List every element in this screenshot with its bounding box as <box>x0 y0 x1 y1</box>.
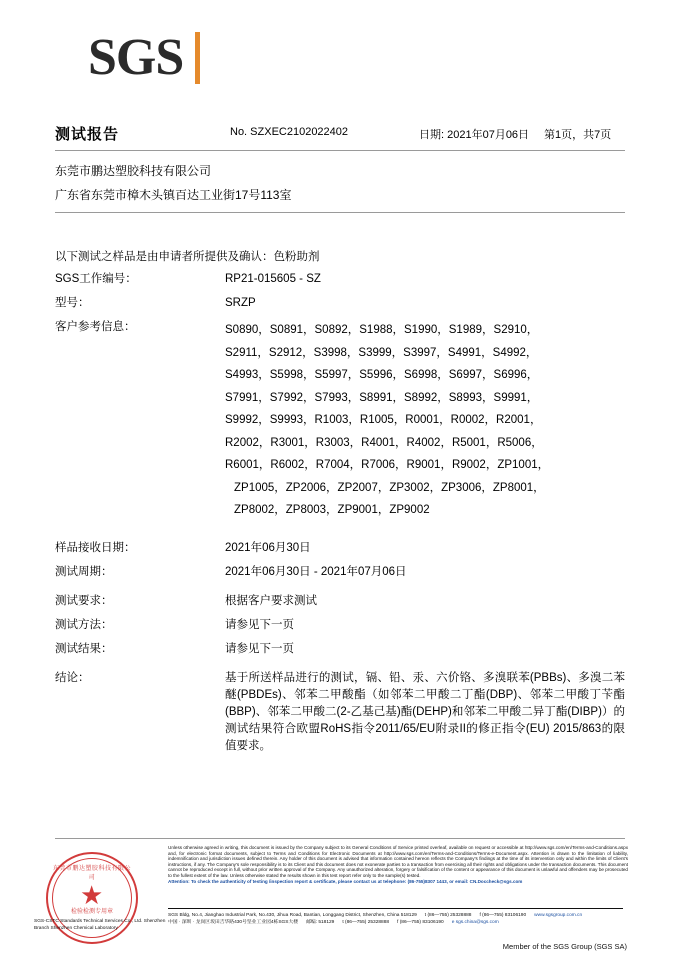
field-value: 根据客户要求测试 <box>225 594 317 607</box>
company-name: 东莞市鹏达塑胶科技有限公司 <box>55 164 212 178</box>
footer-email-address[interactable]: e sgs.china@sgs.com <box>451 920 499 925</box>
sgs-logo-accent-bar <box>195 32 200 84</box>
field-label: 测试方法： <box>55 618 113 631</box>
page-title: 测试报告 <box>55 126 120 143</box>
footer-fax: f (86—755) 83106190 <box>479 913 527 918</box>
footer-address-row <box>168 912 628 919</box>
customer-ref-line: S9992，S9993，R1003，R1005，R0001，R0002，R2001， <box>225 414 542 426</box>
customer-ref-line: S7991，S7992，S7993，S8991，S8992，S8993，S9991， <box>225 391 539 404</box>
footer-rule <box>168 908 623 909</box>
field-label: 测试结果： <box>55 642 113 655</box>
customer-ref-line: ZP1005，ZP2006，ZP2007，ZP3002，ZP3006，ZP8001， <box>234 481 545 494</box>
company-address: 广东省东莞市樟木头镇百达工业街17号113室 <box>55 188 292 202</box>
report-number: No. SZXEC2102022402 <box>230 126 349 138</box>
footer-legal-note <box>168 845 628 884</box>
footer-attention: Attention: To check the authenticity of testing /inspection report & certificate, please contact us at telephone: (86-755)8307 1443, <box>168 878 448 884</box>
footer-tel: t (86—755) 25328888 <box>424 913 472 918</box>
customer-ref-line: S0890，S0891，S0892，S1988，S1990，S1989，S2910， <box>225 324 539 336</box>
field-label: 结论： <box>55 671 90 684</box>
divider-middle <box>55 212 625 213</box>
sgs-logo <box>88 30 208 90</box>
field-row-customer-ref <box>55 319 625 522</box>
field-label: 样品接收日期： <box>55 541 136 554</box>
page-number: 第1页，共7页 <box>544 129 612 141</box>
customer-ref-line: S2911，S2912，S3998，S3999，S3997，S4991，S4992， <box>225 346 538 359</box>
sgs-logo-text: SGS <box>88 29 184 86</box>
footer-email[interactable]: or email: CN.Doccheck@sgs.com <box>449 878 523 884</box>
sample-statement: 以下测试之样品是由申请者所提供及确认：色粉助剂 <box>55 251 320 263</box>
company-stamp <box>46 852 142 948</box>
sgs-member-line: Member of the SGS Group (SGS SA) <box>502 942 627 951</box>
divider-top <box>55 150 625 151</box>
star-icon: ★ <box>80 880 104 910</box>
footer-tel: t (86—755) 25328888 <box>342 920 390 925</box>
field-table <box>55 271 625 765</box>
field-value: 2021年06月30日 <box>225 541 311 554</box>
customer-ref-line: R2002，R3001，R3003，R4001，R4002，R5001，R5006， <box>225 436 543 449</box>
customer-ref-line: R6001，R6002，R7004，R7006，R9001，R9002，ZP1001， <box>225 459 550 471</box>
footer-zip: 邮编: 518129 <box>306 920 335 925</box>
conclusion-text: 基于所送样品进行的测试，镉、铅、汞、六价铬、多溴联苯(PBBs)、多溴二苯醚(PBDEs)、邻苯二甲酸酯（如邻苯二甲酸二丁酯(DBP)、邻苯二甲酸丁苄酯(BBP)、邻苯二甲酸二(2-乙基己基)酯(DEHP)和邻苯二甲酸二异丁酯(DIBP)）的测试结果符合欧盟RoHS指令2011/65/EU附录II的修正指令(EU) 2015/863的限值要求。 <box>225 671 625 752</box>
field-row-test-method <box>55 617 625 633</box>
customer-ref-line: ZP8002，ZP8003，ZP9001，ZP9002 <box>234 504 430 516</box>
report-date: 日期: 2021年07月06日 <box>419 129 530 141</box>
field-value: 2021年06月30日 - 2021年07月06日 <box>225 565 407 578</box>
field-value: 请参见下一页 <box>225 618 294 631</box>
field-label: SGS工作编号： <box>55 273 137 285</box>
footer-address-cn: 中国 · 深圳 · 龙岗区坂田吉华路430号坚业工业园4栋SGS大楼 <box>168 920 299 925</box>
field-row-model <box>55 295 625 311</box>
stamp-arc-text: 东莞市鹏达塑胶科技有限公司 <box>52 866 131 881</box>
field-label: 测试周期： <box>55 565 113 578</box>
field-row-received-date <box>55 540 625 556</box>
footer-address-row <box>168 919 628 926</box>
field-row-test-period <box>55 564 625 580</box>
field-value: RP21-015605 - SZ <box>225 273 321 285</box>
customer-ref-line: S4993，S5998，S5997，S5996，S6998，S6997，S6996， <box>225 369 539 381</box>
footer-address-en: SGS Bldg, No.4, Jianghao Industrial Park, No.430, Jihua Road, Bantian, Longgang District, Shenzhen, China 518129 <box>168 913 417 918</box>
field-label: 客户参考信息： <box>55 321 136 333</box>
field-row-test-request <box>55 593 625 609</box>
field-value: SRZP <box>225 297 256 309</box>
title-row <box>55 123 625 145</box>
field-label: 型号： <box>55 297 90 309</box>
field-row-conclusion <box>55 670 625 755</box>
field-label: 测试要求： <box>55 594 113 607</box>
customer-ref-list <box>225 319 625 522</box>
field-row-job-no <box>55 271 625 287</box>
footer-note-text: Unless otherwise agreed in writing, this document is issued by the Company subject to its General Conditions of Service printed overleaf, available on request or accessible at http://www.sgs.com/en/Terms-and-Conditions.aspx and, for electronic format documents, subject to Terms and Conditions for Electronic Documents at http://www.sgs.com/en/Terms-and-Conditions/Terms-e-Document.aspx. Attention is drawn to the limitation of liability, indemnification and jurisdiction issues defined therein. Any holder of this document is advised that information contained hereon reflects the Company's findings at the time of its intervention only and within the limits of Client's instructions, if any. The Company's sole responsibility is to its Client and this document does not exonerate parties to a transaction from exercising all their rights and obligations under the transaction documents. This document cannot be reproduced except in full, without prior written approval of the Company. Any unauthorized alteration, forgery or falsification of the content or appearance of this document is unlawful and offenders may be prosecuted to the fullest extent of the law. Unless otherwise stated the results shown in this test report refer only to the sample(s) tested. <box>168 845 628 878</box>
footer-fax: f (86—755) 83106190 <box>397 920 444 925</box>
sgs-entity-caption: SGS-CSTC Standards Technical Services Co., Ltd. Shenzhen Branch Shenzhen Chemical Laboratory <box>34 919 166 931</box>
field-value: 请参见下一页 <box>225 642 294 655</box>
footer-address-block <box>168 912 628 926</box>
footer-web[interactable]: www.sgsgroup.com.cn <box>534 913 583 918</box>
field-row-test-result <box>55 641 625 657</box>
stamp-center-text: 检验检测专用章 <box>70 909 113 915</box>
divider-footer <box>55 838 625 839</box>
